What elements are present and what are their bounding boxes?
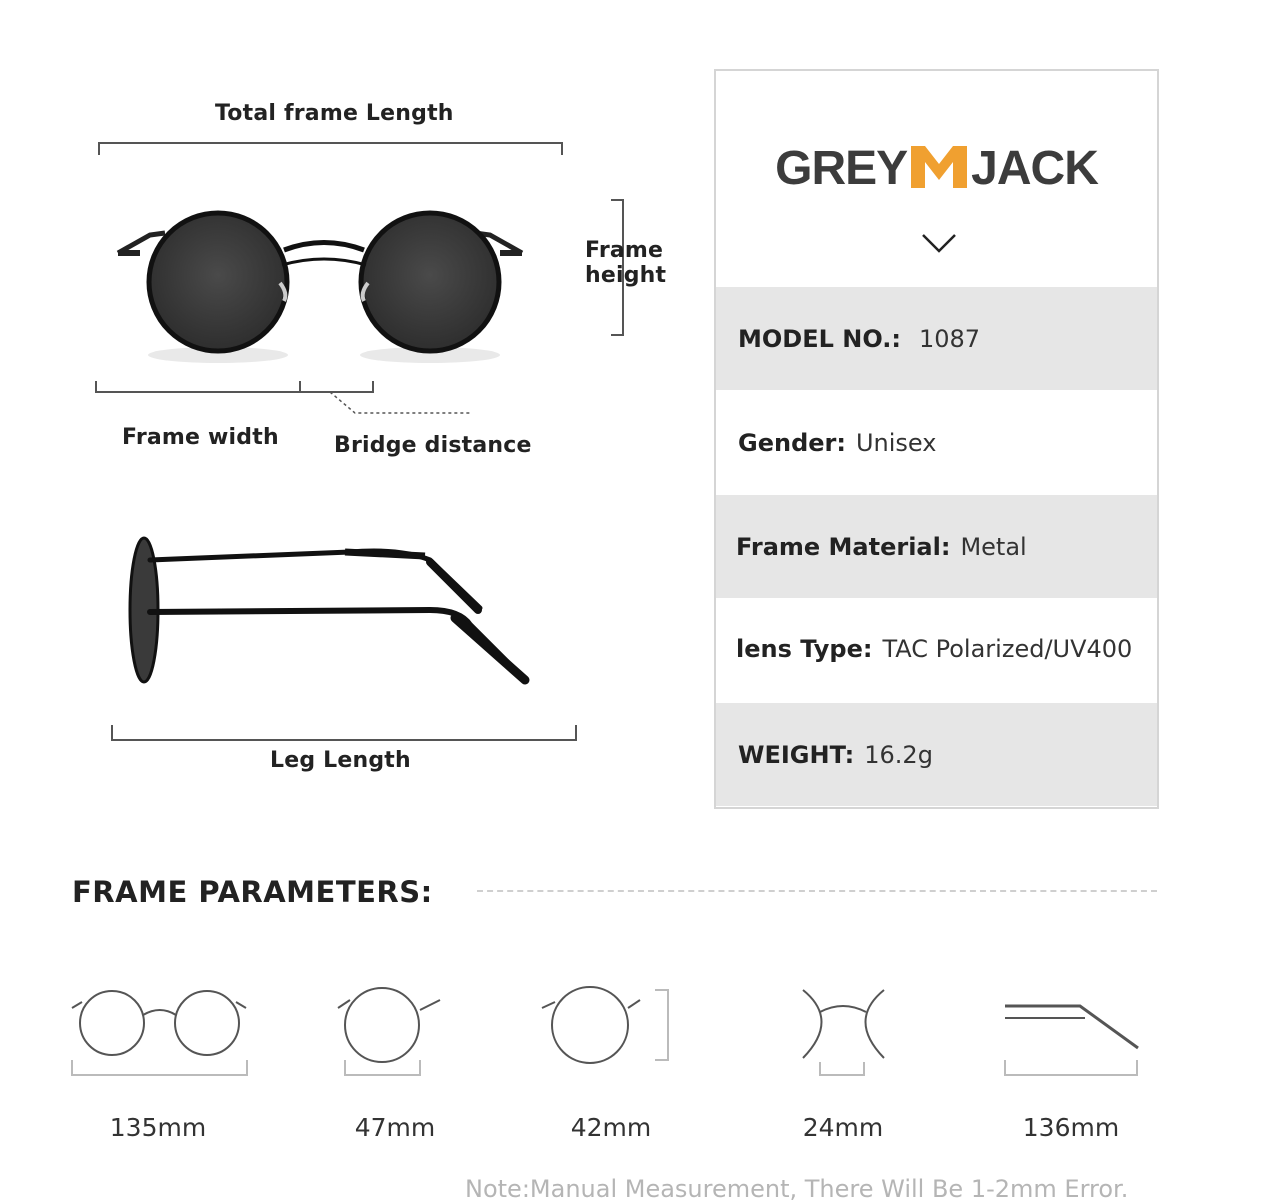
measurement-note: Note:Manual Measurement, There Will Be 1-2mm Error. [465, 1175, 1129, 1203]
param-value-bridge: 24mm [802, 1113, 884, 1142]
spec-row-weight [716, 703, 1157, 806]
brand-logo-icon [911, 146, 967, 188]
lens-height-icon [542, 987, 668, 1063]
divider [477, 890, 1157, 892]
sunglasses-front-image [110, 205, 530, 375]
temple-length-icon [1005, 1006, 1138, 1075]
param-value-temple-length: 136mm [1022, 1113, 1120, 1142]
frame-width-label: Frame width [122, 425, 279, 450]
spec-row-gender [716, 391, 1157, 494]
frame-height-label-line2: height [585, 263, 667, 288]
spec-value: TAC Polarized/UV400 [882, 634, 1133, 663]
frame-parameters-title: FRAME PARAMETERS: [72, 875, 433, 909]
spec-row-model [716, 287, 1157, 390]
param-value-total-length: 135mm [109, 1113, 207, 1142]
brand-logo [716, 141, 1157, 196]
spec-key: MODEL NO.: [738, 324, 901, 353]
spec-value: Unisex [855, 428, 937, 457]
frame-height-label-line1: Frame [585, 238, 664, 263]
spec-key: Gender: [738, 428, 846, 457]
spec-key: WEIGHT: [738, 740, 855, 769]
spec-row-lens [716, 597, 1157, 700]
lens-width-icon [338, 988, 440, 1075]
frame-height-label [585, 238, 666, 288]
bridge-width-icon [803, 990, 884, 1075]
spec-key: lens Type: [736, 634, 873, 663]
spec-value: 16.2g [864, 740, 933, 769]
brand-name-left: GREY [775, 142, 908, 195]
spec-row-material [716, 495, 1157, 598]
leg-length-label: Leg Length [270, 748, 411, 773]
total-frame-length-label: Total frame Length [215, 101, 454, 126]
param-value-lens-width: 47mm [354, 1113, 436, 1142]
bridge-distance-label: Bridge distance [334, 433, 532, 458]
chevron-down-icon [921, 233, 957, 253]
spec-value: 1087 [918, 324, 981, 353]
spec-key: Frame Material: [736, 532, 951, 561]
brand-name-right: JACK [971, 142, 1098, 195]
total-length-icon [72, 991, 247, 1075]
spec-value: Metal [960, 532, 1027, 561]
param-value-lens-height: 42mm [570, 1113, 652, 1142]
spec-card [714, 69, 1159, 809]
sunglasses-side-image [110, 530, 550, 700]
